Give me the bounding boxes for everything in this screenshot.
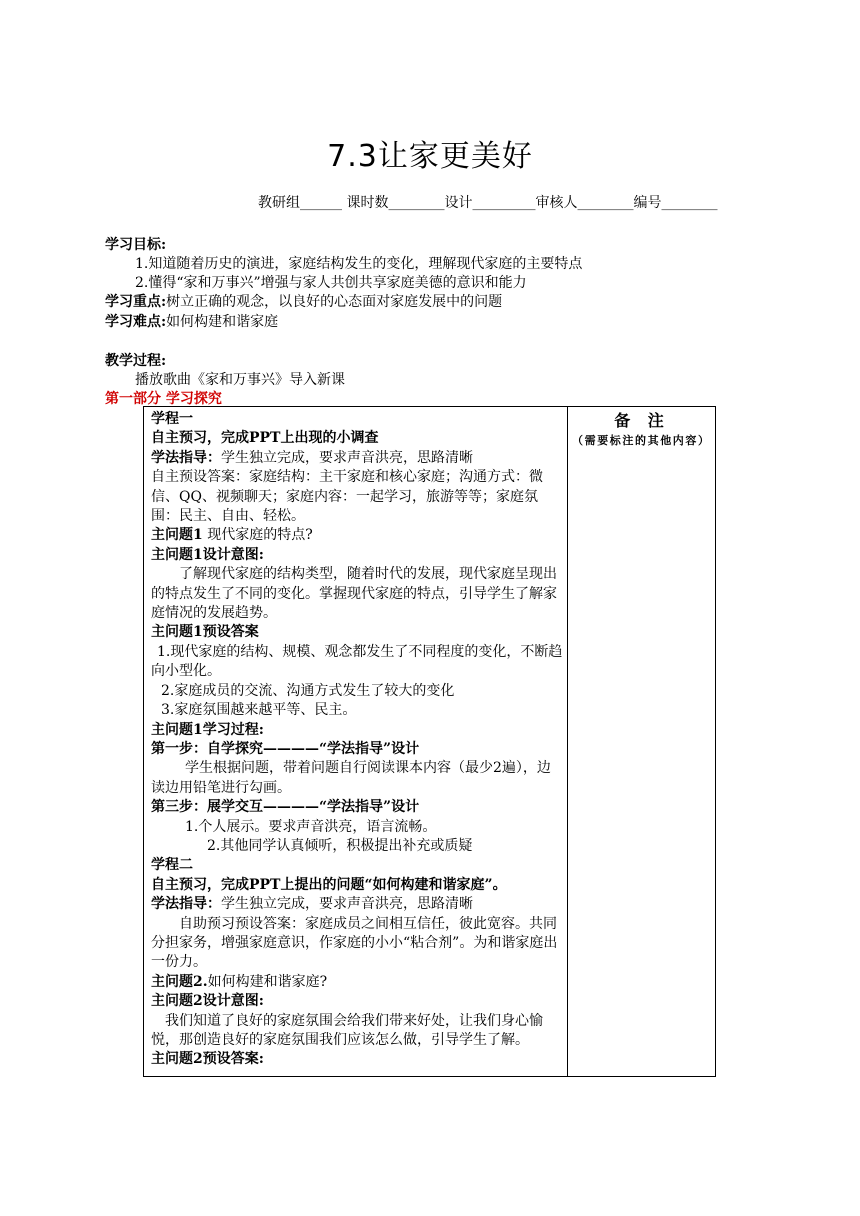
paragraph-text: 3.家庭氛围越来越平等、民主。 [161,702,357,719]
process-heading: 教学过程: [105,353,167,369]
paragraph-text: 了解现代家庭的结构类型，随着时代的发展，现代家庭呈现出的特点发生了不同的变化。掌握现代家庭的特点，引导学生了解家庭情况的发展趋势。 [151,566,557,622]
table-paragraph [151,1050,563,1069]
paragraph-label: 主问题1 [151,527,203,544]
table-paragraph [151,565,563,623]
table-paragraph [151,410,563,429]
notes-hint: （需要标注的其他内容） [572,434,711,447]
table-paragraph [151,876,563,895]
paragraph-text: 如何构建和谐家庭? [207,973,328,990]
table-paragraph [151,759,563,798]
paragraph-text: 主问题1学习过程: [151,721,264,738]
table-paragraph [151,1012,563,1051]
process-intro: 播放歌曲《家和万事兴》导入新课 [135,372,345,388]
paragraph-label: 主问题2. [151,973,208,990]
table-paragraph [151,740,563,759]
table-paragraph [151,992,563,1011]
table-paragraph [151,837,563,856]
paragraph-text: 学程二 [151,857,193,874]
document-meta-fields: 教研组______ 课时数________设计_________审核人________编号________ [258,195,718,211]
table-paragraph [151,915,563,973]
paragraph-text: 1.现代家庭的结构、规模、观念都发生了不同程度的变化，不断趋向小型化。 [151,643,563,680]
objectives-heading: 学习目标: [105,237,167,253]
learning-table [143,406,716,1077]
table-paragraph [151,526,563,545]
objective-item-2: 2.懂得“家和万事兴”增强与家人共创共享家庭美德的意识和能力 [135,275,527,291]
table-paragraph [151,449,563,468]
paragraph-label: 学法指导： [151,449,221,466]
table-paragraph [151,973,563,992]
paragraph-label: 学法指导： [151,896,221,913]
paragraph-text: 学生独立完成，要求声音洪亮，思路清晰 [221,449,473,466]
table-column-divider [567,407,568,1076]
difficult-point-text: 如何构建和谐家庭 [166,314,279,330]
paragraph-text: 学生根据问题，带着问题自行阅读课本内容（最少2遍），边读边用铅笔进行勾画。 [151,760,551,796]
key-point [105,291,502,311]
table-paragraph [151,623,563,642]
difficult-point [105,311,278,331]
paragraph-text: 自主预习，完成PPT上提出的问题“如何构建和谐家庭”。 [151,876,507,893]
table-paragraph [151,429,563,448]
table-paragraph [151,721,563,740]
notes-title: 备 注 [614,411,670,430]
page-title: 7.3让家更美好 [327,139,533,174]
paragraph-text: 1.个人展示。要求声音洪亮，语言流畅。 [185,818,437,835]
paragraph-text: 我们知道了良好的家庭氛围会给我们带来好处，让我们身心愉悦，那创造良好的家庭氛围我们应该怎么做，引导学生了解。 [151,1012,543,1048]
paragraph-text: 主问题1预设答案 [151,624,259,641]
table-paragraph [151,798,563,817]
paragraph-text: 主问题2设计意图: [151,993,264,1010]
paragraph-text: 自主预习，完成PPT上出现的小调查 [151,430,379,447]
table-paragraph [151,856,563,875]
table-paragraph [151,895,563,914]
key-point-label: 学习重点: [105,294,167,310]
difficult-point-label: 学习难点: [105,314,167,330]
table-paragraph [151,468,563,526]
paragraph-text: 2.其他同学认真倾听，积极提出补充或质疑 [207,837,473,854]
paragraph-text: 学生独立完成，要求声音洪亮，思路清晰 [221,896,473,913]
paragraph-text: 第三步：展学交互————“学法指导”设计 [151,799,420,816]
table-paragraph [151,643,563,682]
paragraph-text: 主问题2预设答案: [151,1051,264,1068]
part-one-heading: 第一部分 学习探究 [105,391,222,407]
paragraph-text: 学程一 [151,411,193,427]
paragraph-text: 第一步：自学探究————“学法指导”设计 [151,740,420,757]
key-point-text: 树立正确的观念，以良好的心态面对家庭发展中的问题 [166,294,503,310]
objective-item-1: 1.知道随着历史的演进，家庭结构发生的变化，理解现代家庭的主要特点 [135,256,583,272]
table-paragraph [151,701,563,720]
paragraph-text: 现代家庭的特点? [202,527,313,544]
paragraph-text: 2.家庭成员的交流、沟通方式发生了较大的变化 [161,682,455,699]
paragraph-text: 自助预习预设答案：家庭成员之间相互信任，彼此宽容。共同分担家务，增强家庭意识，作家庭的小小“粘合剂”。为和谐家庭出一份力。 [151,915,558,971]
paragraph-text: 自主预设答案：家庭结构：主干家庭和核心家庭；沟通方式：微信、QQ、视频聊天；家庭内容：一起学习，旅游等等；家庭氛围：民主、自由、轻松。 [151,469,543,525]
table-paragraph [151,682,563,701]
paragraph-text: 主问题1设计意图: [151,546,264,563]
table-side-column [572,410,712,449]
table-paragraph [151,818,563,837]
table-main-column [151,410,563,1070]
table-paragraph [151,546,563,565]
